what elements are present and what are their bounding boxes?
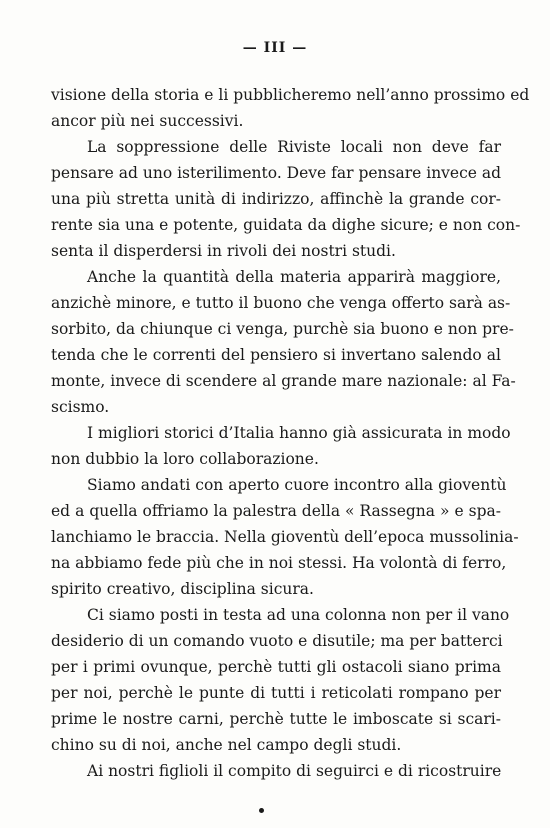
text-line: monte, invece di scendere al grande mare nazionale: al Fa-: [51, 372, 516, 390]
footer-mark: [259, 808, 264, 813]
text-line: prime le nostre carni, perchè tutte le imboscate si scari-: [51, 710, 501, 728]
text-line: Ai nostri figlioli il compito di seguirci e di ricostruire: [87, 762, 502, 780]
text-line: ancor più nei successivi.: [51, 112, 244, 130]
text-line: visione della storia e li pubblicheremo nell’anno prossimo ed: [51, 86, 530, 104]
text-line: desiderio di un comando vuoto e disutile; ma per batterci: [51, 632, 503, 650]
text-line: spirito creativo, disciplina sicura.: [51, 580, 314, 598]
text-line: anzichè minore, e tutto il buono che venga offerto sarà as-: [51, 294, 511, 312]
text-line: una più stretta unità di indirizzo, affinchè la grande cor-: [51, 190, 501, 208]
text-line: rente sia una e potente, guidata da dighe sicure; e non con-: [51, 216, 521, 234]
text-line: Siamo andati con aperto cuore incontro alla gioventù: [87, 476, 507, 494]
text-line: scismo.: [51, 398, 110, 416]
text-line: chino su di noi, anche nel campo degli studi.: [51, 736, 402, 754]
text-line: tenda che le correnti del pensiero si invertano salendo al: [51, 346, 501, 364]
text-line: senta il disperdersi in rivoli dei nostri studi.: [51, 242, 396, 260]
text-line: La soppressione delle Riviste locali non deve far: [87, 138, 501, 156]
body-text: [51, 82, 530, 784]
text-line: ed a quella offriamo la palestra della « Rassegna » e spa-: [51, 502, 501, 520]
text-line: Ci siamo posti in testa ad una colonna non per il vano: [87, 606, 510, 624]
text-line: per i primi ovunque, perchè tutti gli ostacoli siano prima: [51, 658, 501, 676]
text-line: I migliori storici d’Italia hanno già assicurata in modo: [87, 424, 511, 442]
text-line: na abbiamo fede più che in noi stessi. Ha volontà di ferro,: [51, 554, 507, 572]
text-line: sorbito, da chiunque ci venga, purchè sia buono e non pre-: [51, 320, 514, 338]
text-line: pensare ad uno isterilimento. Deve far pensare invece ad: [51, 164, 502, 182]
text-line: per noi, perchè le punte di tutti i reticolati rompano per: [51, 684, 501, 702]
text-line: non dubbio la loro collaborazione.: [51, 450, 319, 468]
text-line: lanchiamo le braccia. Nella gioventù dell’epoca mussolinia-: [51, 528, 519, 546]
page-number: — III —: [242, 40, 308, 56]
text-line: Anche la quantità della materia apparirà maggiore,: [87, 268, 501, 286]
